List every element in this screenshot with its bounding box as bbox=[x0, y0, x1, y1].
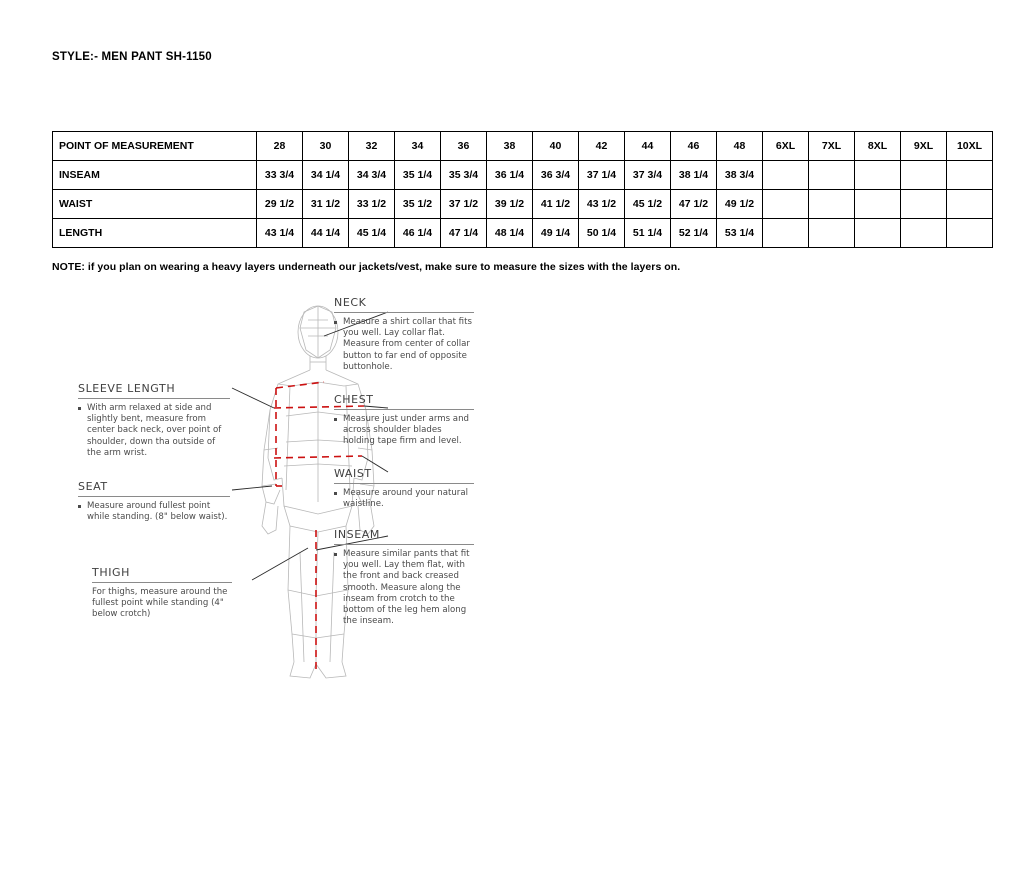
table-cell: 53 1/4 bbox=[717, 219, 763, 248]
table-cell: 31 1/2 bbox=[303, 190, 349, 219]
table-header-cell: 44 bbox=[625, 132, 671, 161]
table-cell: 34 3/4 bbox=[349, 161, 395, 190]
table-cell bbox=[809, 190, 855, 219]
table-cell: 45 1/4 bbox=[349, 219, 395, 248]
callout-title: SLEEVE LENGTH bbox=[78, 382, 176, 395]
table-cell: 35 1/2 bbox=[395, 190, 441, 219]
table-header-cell: 36 bbox=[441, 132, 487, 161]
table-cell bbox=[809, 161, 855, 190]
callout-thigh bbox=[92, 566, 232, 621]
table-header-cell: 6XL bbox=[763, 132, 809, 161]
callout-body: Measure just under arms and across shoulder blades holding tape firm and level. bbox=[334, 414, 474, 448]
table-header-cell: 10XL bbox=[947, 132, 993, 161]
table-cell bbox=[947, 219, 993, 248]
table-cell: 38 1/4 bbox=[671, 161, 717, 190]
table-header-row bbox=[53, 132, 993, 161]
divider bbox=[334, 483, 474, 484]
divider bbox=[334, 544, 474, 545]
table-header-cell: 38 bbox=[487, 132, 533, 161]
table-row bbox=[53, 219, 993, 248]
table-cell: 49 1/2 bbox=[717, 190, 763, 219]
table-cell: 33 1/2 bbox=[349, 190, 395, 219]
table-cell bbox=[855, 190, 901, 219]
table-cell: 29 1/2 bbox=[257, 190, 303, 219]
table-cell: 51 1/4 bbox=[625, 219, 671, 248]
table-cell: 47 1/2 bbox=[671, 190, 717, 219]
table-cell bbox=[901, 219, 947, 248]
callout-body: Measure around fullest point while standing. (8" below waist). bbox=[78, 501, 230, 523]
table-cell: 44 1/4 bbox=[303, 219, 349, 248]
measurement-diagram bbox=[52, 290, 972, 690]
table-header-cell: 9XL bbox=[901, 132, 947, 161]
table-header-cell: 7XL bbox=[809, 132, 855, 161]
table-cell: 35 3/4 bbox=[441, 161, 487, 190]
table-header-cell: 34 bbox=[395, 132, 441, 161]
table-cell: 35 1/4 bbox=[395, 161, 441, 190]
table-row bbox=[53, 190, 993, 219]
table-cell: 43 1/2 bbox=[579, 190, 625, 219]
table-cell bbox=[901, 161, 947, 190]
table-cell: 47 1/4 bbox=[441, 219, 487, 248]
table-cell bbox=[901, 190, 947, 219]
row-label: INSEAM bbox=[53, 161, 257, 190]
callout-title: NECK bbox=[334, 296, 367, 309]
table-cell: 46 1/4 bbox=[395, 219, 441, 248]
table-header-cell: 46 bbox=[671, 132, 717, 161]
table-cell bbox=[763, 190, 809, 219]
row-label: LENGTH bbox=[53, 219, 257, 248]
callout-sleeve-length bbox=[78, 382, 230, 459]
table-cell bbox=[763, 219, 809, 248]
table-cell bbox=[809, 219, 855, 248]
table-header-cell: POINT OF MEASUREMENT bbox=[53, 132, 257, 161]
callout-waist bbox=[334, 467, 474, 510]
callout-title: WAIST bbox=[334, 467, 372, 480]
divider bbox=[334, 409, 474, 410]
callout-neck bbox=[334, 296, 474, 373]
callout-body: Measure a shirt collar that fits you well. Lay collar flat. Measure from center of collar button to far end of opposite buttonhole. bbox=[334, 317, 474, 373]
table-cell: 48 1/4 bbox=[487, 219, 533, 248]
size-chart-table bbox=[52, 131, 993, 248]
row-label: WAIST bbox=[53, 190, 257, 219]
table-header-cell: 40 bbox=[533, 132, 579, 161]
page-title: STYLE:- MEN PANT SH-1150 bbox=[52, 51, 212, 63]
table-cell: 49 1/4 bbox=[533, 219, 579, 248]
table-row bbox=[53, 161, 993, 190]
callout-inseam bbox=[334, 528, 474, 627]
table-cell: 37 3/4 bbox=[625, 161, 671, 190]
table-header-cell: 42 bbox=[579, 132, 625, 161]
divider bbox=[78, 398, 230, 399]
table-cell: 43 1/4 bbox=[257, 219, 303, 248]
table-cell: 45 1/2 bbox=[625, 190, 671, 219]
table-cell: 52 1/4 bbox=[671, 219, 717, 248]
table-cell: 37 1/4 bbox=[579, 161, 625, 190]
table-header-cell: 48 bbox=[717, 132, 763, 161]
callout-title: THIGH bbox=[92, 566, 131, 579]
table-header-cell: 30 bbox=[303, 132, 349, 161]
table-cell: 39 1/2 bbox=[487, 190, 533, 219]
callout-seat bbox=[78, 480, 230, 523]
table-cell bbox=[855, 219, 901, 248]
callout-title: SEAT bbox=[78, 480, 108, 493]
table-header-cell: 28 bbox=[257, 132, 303, 161]
divider bbox=[334, 312, 474, 313]
callout-body: Measure around your natural waistline. bbox=[334, 488, 474, 510]
table-cell: 34 1/4 bbox=[303, 161, 349, 190]
divider bbox=[78, 496, 230, 497]
table-cell: 41 1/2 bbox=[533, 190, 579, 219]
table-cell: 36 3/4 bbox=[533, 161, 579, 190]
table-cell: 38 3/4 bbox=[717, 161, 763, 190]
callout-body: For thighs, measure around the fullest point while standing (4" below crotch) bbox=[92, 587, 228, 620]
table-cell bbox=[763, 161, 809, 190]
table-cell: 50 1/4 bbox=[579, 219, 625, 248]
table-header-cell: 8XL bbox=[855, 132, 901, 161]
callout-chest bbox=[334, 393, 474, 448]
table-cell: 37 1/2 bbox=[441, 190, 487, 219]
table-cell bbox=[947, 190, 993, 219]
table-cell: 36 1/4 bbox=[487, 161, 533, 190]
callout-title: CHEST bbox=[334, 393, 374, 406]
divider bbox=[92, 582, 232, 583]
measurement-note: NOTE: if you plan on wearing a heavy layers underneath our jackets/vest, make sure to measure the sizes with the layers on. bbox=[52, 261, 681, 273]
table-cell bbox=[855, 161, 901, 190]
callout-body: With arm relaxed at side and slightly bent, measure from center back neck, over point of shoulder, down tha outside of the arm wrist. bbox=[78, 403, 230, 459]
callout-title: INSEAM bbox=[334, 528, 381, 541]
table-cell: 33 3/4 bbox=[257, 161, 303, 190]
callout-body: Measure similar pants that fit you well. Lay them flat, with the front and back creased smooth. Measure along the inseam from crotch to the bottom of the leg hem along the inseam. bbox=[334, 549, 474, 627]
table-header-cell: 32 bbox=[349, 132, 395, 161]
table-cell bbox=[947, 161, 993, 190]
